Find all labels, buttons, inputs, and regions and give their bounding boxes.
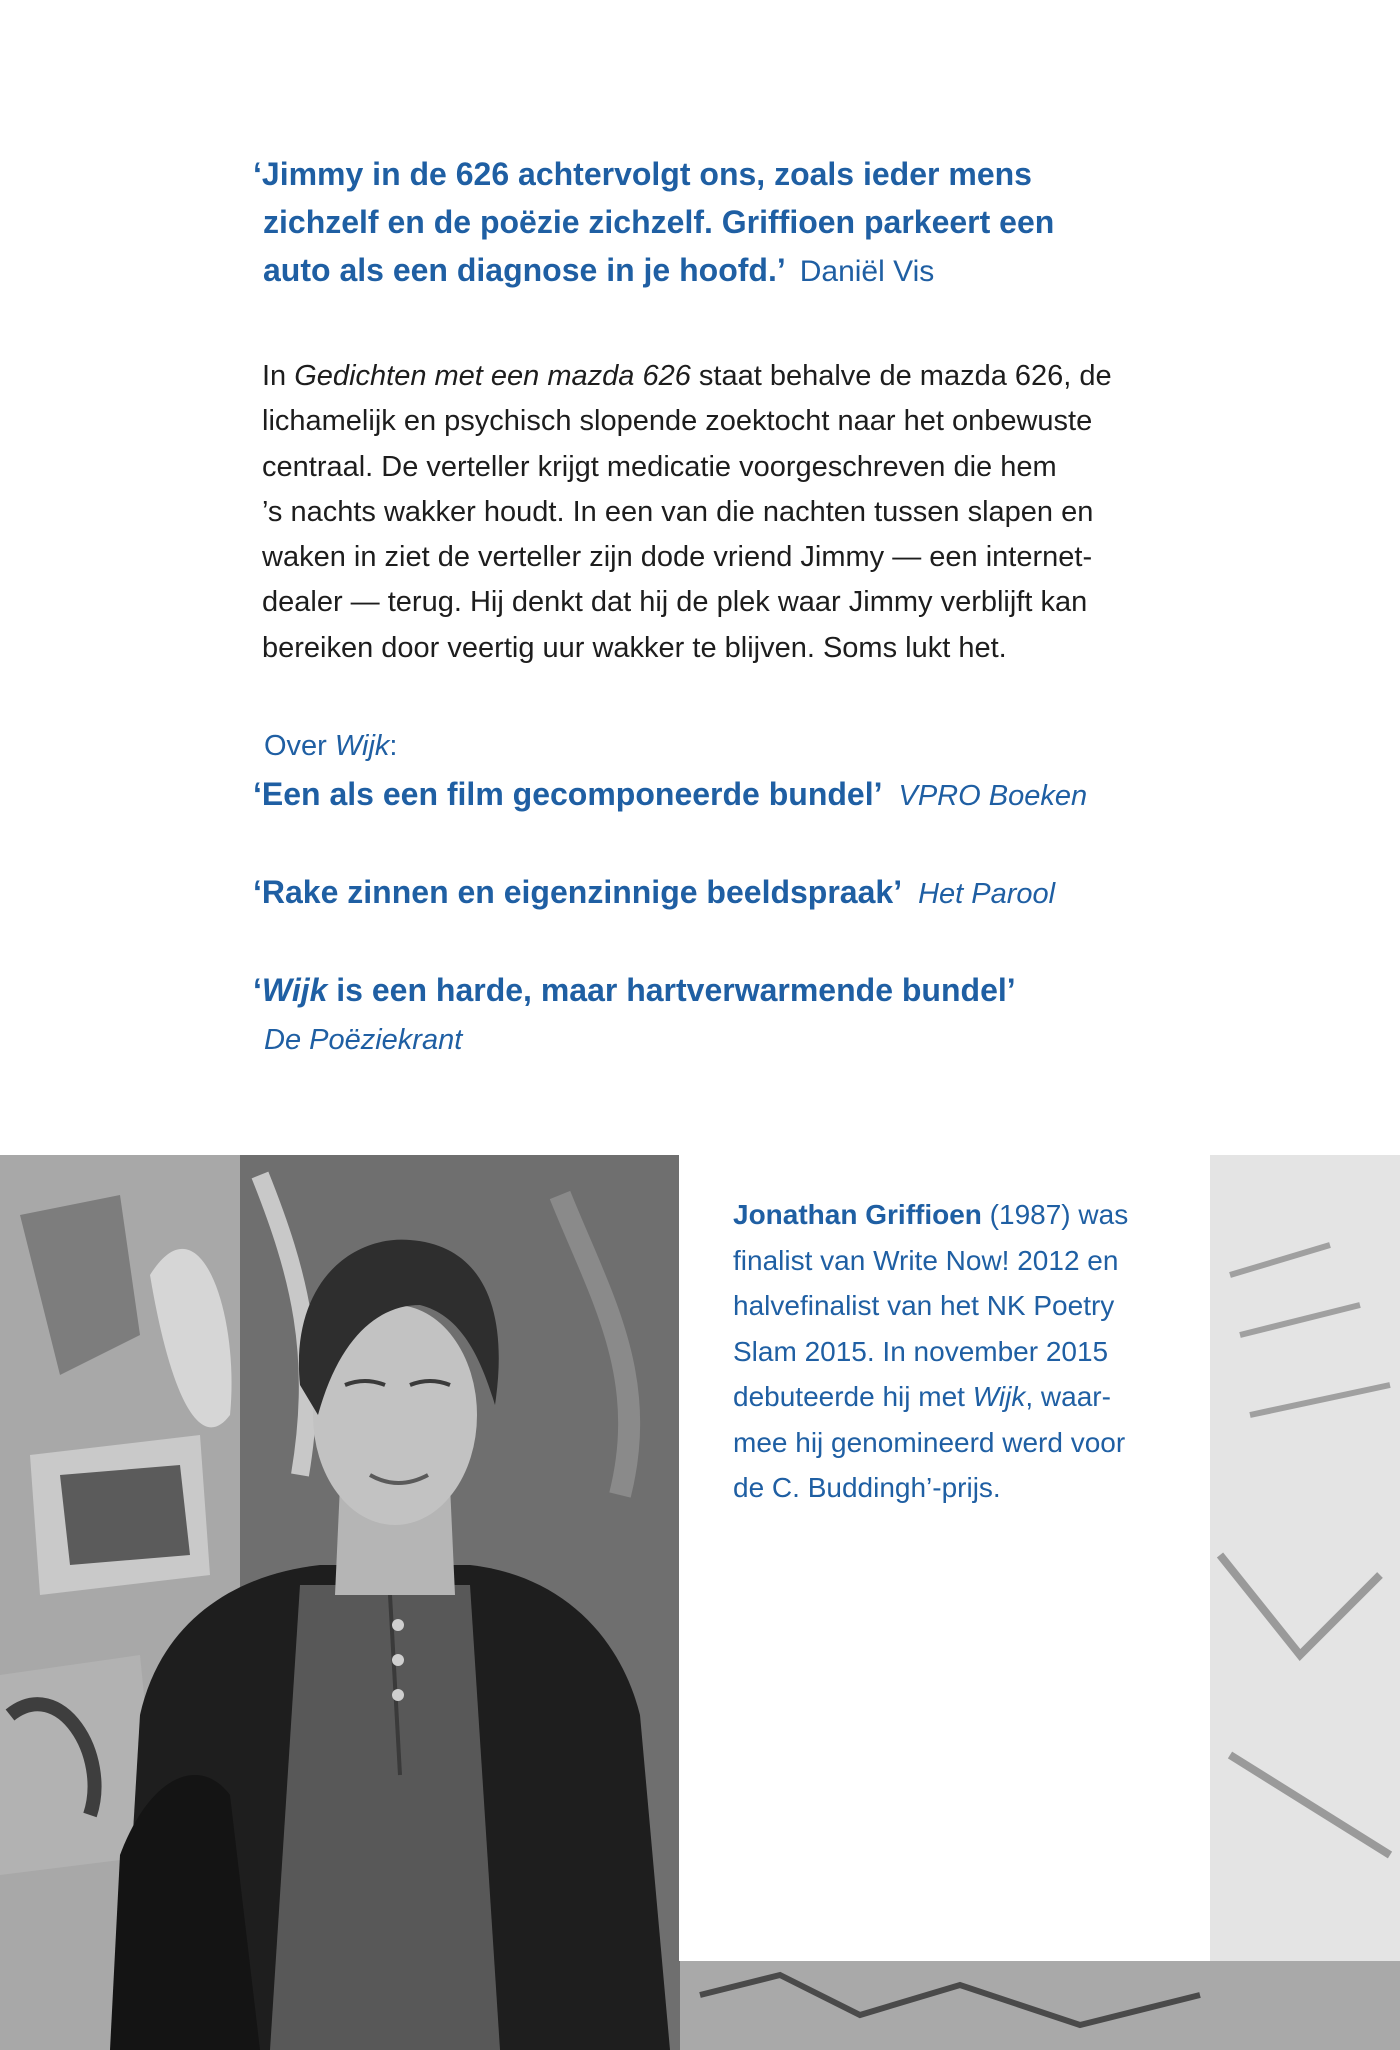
wijk-title: Wijk [261, 972, 328, 1008]
description-line: ’s nachts wakker houdt. In een van die nachten tussen slapen en [262, 495, 1094, 528]
wijk-title: Wijk [972, 1381, 1026, 1412]
review-quote: ‘Wijk is een harde, maar hartverwarmende bundel’ [253, 972, 1016, 1008]
author-bio: Jonathan Griffioen (1987) was finalist van Write Now! 2012 en halvefinalist van het NK Poetry Slam 2015. In november 2015 debuteerde hij met Wijk, waar- mee hij genomineerd werd voor de C. Buddingh’-prijs. [733, 1192, 1193, 1511]
description-line: waken in ziet de verteller zijn dode vriend Jimmy — een internet- [262, 541, 1093, 574]
bio-line: de C. Buddingh’-prijs. [733, 1472, 1001, 1503]
description-line: dealer — terug. Hij denkt dat hij de plek waar Jimmy verblijft kan [262, 586, 1088, 619]
lead-quote-line: zichzelf en de poëzie zichzelf. Griffioen parkeert een [263, 204, 1055, 240]
description-line: centraal. De verteller krijgt medicatie voorgeschreven die hem [262, 450, 1057, 483]
bio-panel [679, 1155, 1210, 1961]
review-quote [253, 776, 1087, 813]
over-wijk-heading: Over Wijk: [264, 730, 398, 762]
review-source: De Poëziekrant [264, 1024, 463, 1056]
review-source: Het Parool [918, 878, 1056, 910]
lead-quote-line: auto als een diagnose in je hoofd.’ [263, 252, 786, 288]
bio-line: finalist van Write Now! 2012 en [733, 1244, 1119, 1276]
review-text: ‘Rake zinnen en eigenzinnige beeldspraak’ [253, 874, 903, 910]
review-quote [253, 874, 1055, 911]
description-line: bereiken door veertig uur wakker te blijven. Soms lukt het. [262, 631, 1007, 664]
lead-quote-block [253, 150, 1193, 296]
lead-quote [253, 150, 1193, 296]
author-name: Jonathan Griffioen [733, 1199, 982, 1230]
bio-line: halvefinalist van het NK Poetry [733, 1290, 1115, 1321]
review-text: is een harde, maar hartverwarmende bundel’ [327, 972, 1016, 1008]
review-source: VPRO Boeken [898, 780, 1088, 812]
description-line: staat behalve de mazda 626, de [690, 360, 1112, 392]
book-title: Gedichten met een mazda 626 [294, 360, 691, 392]
lead-quote-attribution: Daniël Vis [799, 255, 935, 288]
bio-line: mee hij genomineerd werd voor [733, 1426, 1126, 1458]
wijk-title: Wijk [334, 730, 390, 762]
description-line: lichamelijk en psychisch slopende zoektocht naar het onbewuste [262, 405, 1093, 438]
description-intro: In [262, 360, 295, 392]
lead-quote-line: ‘Jimmy in de 626 achtervolgt ons, zoals ieder mens [253, 156, 1032, 192]
bio-line: Slam 2015. In november 2015 [733, 1335, 1109, 1367]
review-text: ‘Een als een film gecomponeerde bundel’ [253, 776, 883, 812]
description-text [262, 354, 1182, 671]
